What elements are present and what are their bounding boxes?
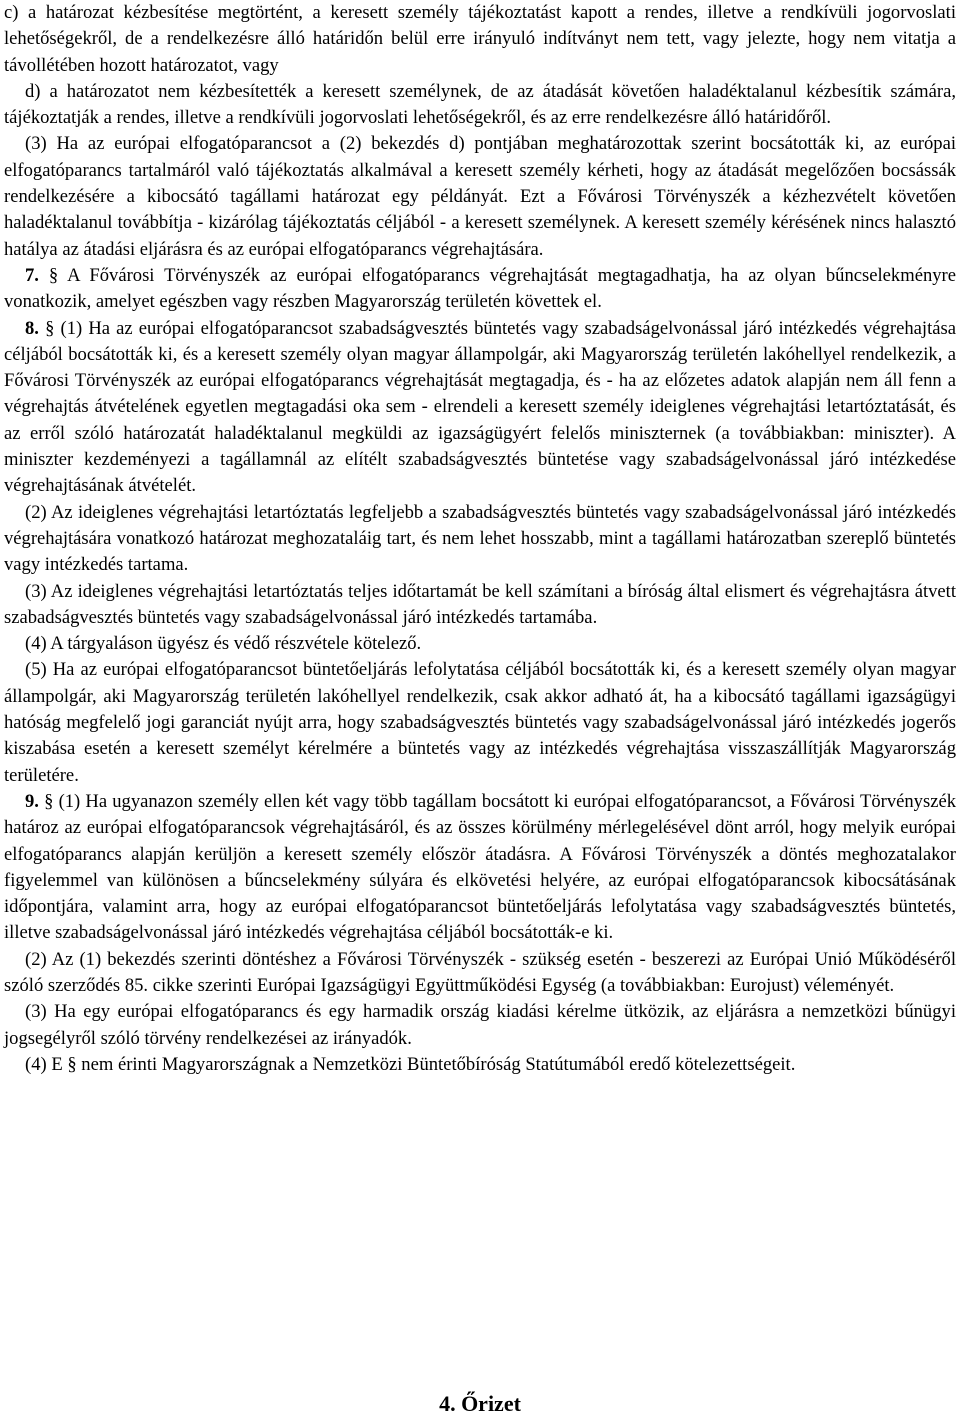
document-page [4,0,956,1078]
paragraph-c: c) a határozat kézbesítése megtörtént, a keresett személy tájékoztatást kapott a rendes, illetve a rendkívüli jogorvoslati lehetőségekről, de a rendelkezésre álló határidőn belül erre irányuló indítványt nem tett, vagy jelezte, hogy nem vitatja a távollétében hozott határozatot, vagy [4,2,956,76]
section-9-paragraph-3: (3) Ha egy európai elfogatóparancs és egy harmadik ország kiadási kérelme ütközik, az eljárásra a nemzetközi bűnügyi jogsegélyről szóló törvény rendelkezései az irányadók. [4,1001,956,1049]
paragraph-3: (3) Ha az európai elfogatóparancsot a (2) bekezdés d) pontjában meghatározottak szerint bocsátották ki, az európai elfogatóparancs tartalmáról való tájékoztatás alkalmával a keresett személy kérheti, hogy az átadását megelőzően bocsássák rendelkezésére a kibocsátó tagállami határozat egy példányát. Ezt a Fővárosi Törvényszék a kézhezvételt követően haladéktalanul továbbítja - kizárólag tájékoztatás céljából - a keresett személynek. A keresett személy kérésének nincs halasztó hatálya az átadási eljárásra és az európai elfogatóparancs végrehajtására. [4,133,956,260]
section-number: 9. [25,790,39,812]
chapter-heading: 4. Őrizet [439,1391,521,1416]
section-text: § (1) Ha az európai elfogatóparancsot szabadságvesztés büntetés vagy szabadságelvonással járó intézkedés végrehajtása céljából bocsátották ki, és a keresett személy olyan magyar állampolgár, aki Magyarország területén lakóhellyel rendelkezik, a Fővárosi Törvényszék az európai elfogatóparancs végrehajtását megtagadja, és - ha az előzetes adatok alapján nem áll fenn a végrehajtás átvételének egyetlen megtagadási oka sem - elrendeli a keresett személy ideiglenes végrehajtási letartóztatását, és az erről szóló határozatát haladéktalanul megküldi az igazságügyért felelős miniszternek (a továbbiakban: miniszter). A miniszter kezdeményezi a tagállamnál az elítélt szabadságvesztés büntetése vagy szabadságelvonással járó intézkedése végrehajtásának átvételét. [4,317,956,497]
section-8-paragraph-3: (3) Az ideiglenes végrehajtási letartóztatás teljes időtartamát be kell számítani a bíróság által elismert és végrehajtásra átvett szabadságvesztés büntetés vagy szabadságelvonással járó intézkedés tartamába. [4,580,956,628]
section-8-paragraph-2: (2) Az ideiglenes végrehajtási letartóztatás legfeljebb a szabadságvesztés büntetés vagy szabadságelvonással járó intézkedés végrehajtására vonatkozó határozat meghozataláig tart, és nem lehet hosszabb, mint a tagállami határozatban szereplő büntetés vagy intézkedés tartama. [4,501,956,576]
paragraph-d: d) a határozatot nem kézbesítették a keresett személynek, de az átadását követően haladéktalanul kézbesítik számára, tájékoztatják a rendes, illetve a rendkívüli jogorvoslati lehetőségekről, és az erre rendelkezésre álló határidőről. [4,80,956,129]
section-8-paragraph-5: (5) Ha az európai elfogatóparancsot büntetőeljárás lefolytatása céljából bocsátották ki, és a keresett személy olyan magyar állampolgár, aki Magyarország területén lakóhellyel rendelkezik, csak akkor adható át, ha a kibocsátó tagállami igazságügyi hatóság megfelelő jogi garanciát nyújt arra, hogy szabadságvesztés büntetés vagy szabadságelvonással járó intézkedés jogerős kiszabása esetén a keresett személyt kérelmére a büntetés vagy az intézkedés végrehajtása visszaszállítják Magyarország területére. [4,659,956,786]
section-text: § (1) Ha ugyanazon személy ellen két vagy több tagállam bocsátott ki európai elfogatóparancsot, a Fővárosi Törvényszék határoz az európai elfogatóparancsok végrehajtásáról, és az összes körülmény mérlegelésével dönt arról, hogy melyik európai elfogatóparancs alapján kerüljön a keresett személy először átadásra. A Fővárosi Törvényszék a döntés meghozatalakor figyelemmel van különösen a bűncselekmény súlyára és elkövetési helyére, az európai elfogatóparancsok kibocsátásának időpontjára, valamint arra, hogy az európai elfogatóparancsot büntetőeljárás lefolytatása vagy szabadságvesztés büntetés, illetve szabadságelvonással járó intézkedés végrehajtása céljából bocsátották-e ki. [4,790,956,944]
section-text: § A Fővárosi Törvényszék az európai elfogatóparancs végrehajtását megtagadhatja, ha az olyan bűncselekményre vonatkozik, amelyet egészben vagy részben Magyarország területén követtek el. [4,264,956,313]
section-number: 8. [25,317,39,339]
section-8-paragraph-4: (4) A tárgyaláson ügyész és védő részvétele kötelező. [25,633,422,655]
section-8 [4,316,956,500]
section-7 [4,263,956,316]
section-number: 7. [25,264,39,286]
section-9 [4,789,956,947]
section-9-paragraph-2: (2) Az (1) bekezdés szerinti döntéshez a Fővárosi Törvényszék - szükség esetén - beszerezi az Európai Unió Működéséről szóló szerződés 85. cikke szerinti Európai Igazságügyi Együttműködési Egység (a továbbiakban: Eurojust) véleményét. [4,948,956,996]
section-9-paragraph-4: (4) E § nem érinti Magyarországnak a Nemzetközi Büntetőbíróság Statútumából eredő kötelezettségeit. [25,1053,796,1075]
